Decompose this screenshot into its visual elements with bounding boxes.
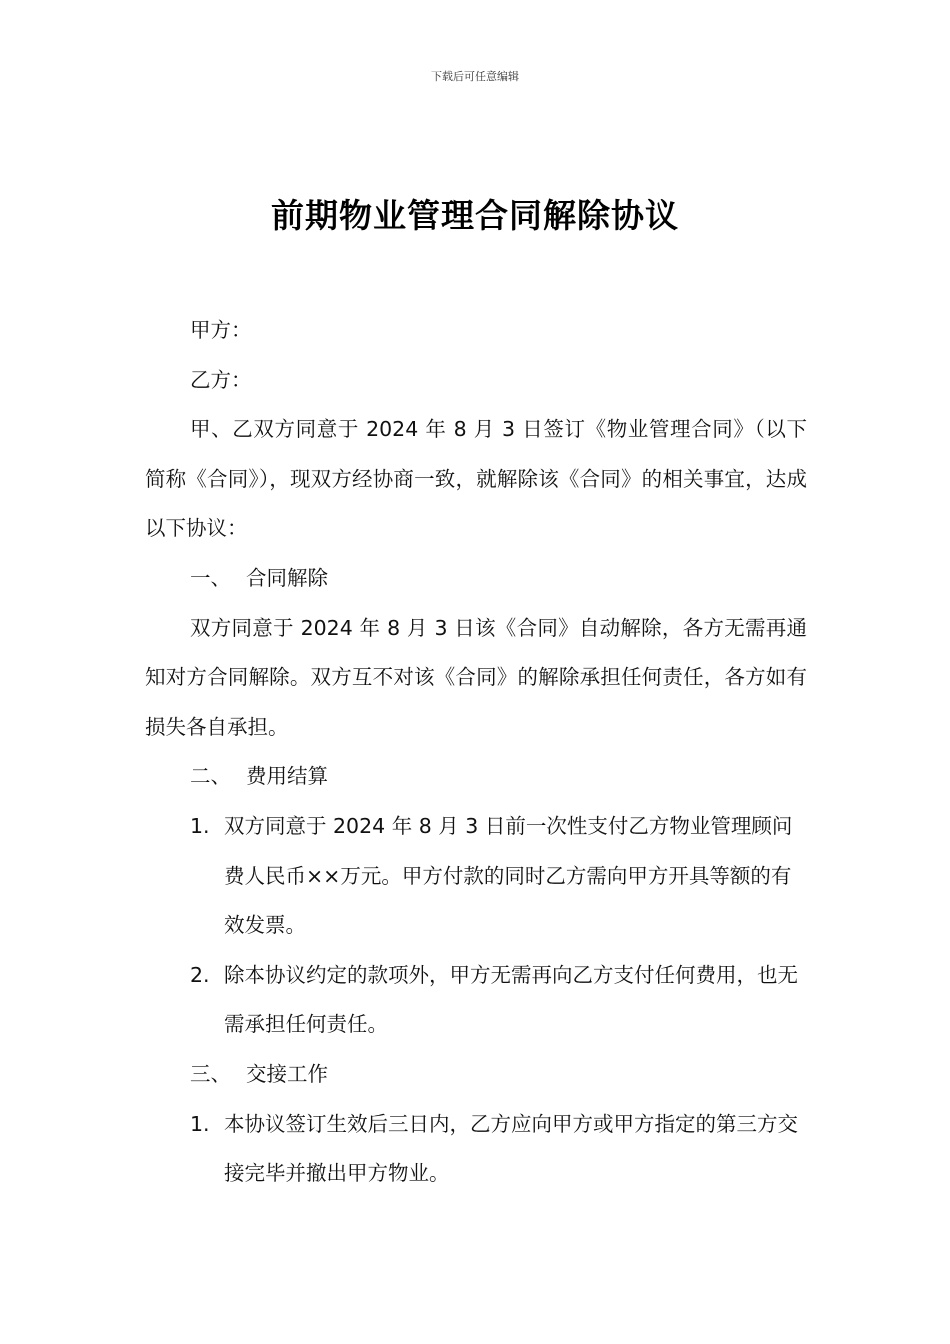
section-heading-handover: [145, 1050, 807, 1100]
section-heading-settlement: [145, 752, 807, 802]
section-title: 交接工作: [246, 1061, 328, 1086]
section-number: 二、: [190, 764, 231, 789]
list-text: 双方同意于 2024 年 8 月 3 日前一次性支付乙方物业管理顾问费人民币××万元。甲方付款的同时乙方需向甲方开具等额的有效发票。: [224, 813, 793, 938]
list-text: 本协议签订生效后三日内，乙方应向甲方或甲方指定的第三方交接完毕并撤出甲方物业。: [224, 1111, 798, 1186]
list-number: 1.: [190, 1111, 210, 1136]
intro-paragraph: 甲、乙双方同意于 2024 年 8 月 3 日签订《物业管理合同》（以下简称《合同》），现双方经协商一致，就解除该《合同》的相关事宜，达成以下协议：: [145, 417, 807, 541]
document-title: 前期物业管理合同解除协议: [271, 196, 679, 235]
termination-paragraph: 双方同意于 2024 年 8 月 3 日该《合同》自动解除，各方无需再通知对方合同解除。双方互不对该《合同》的解除承担任何责任，各方如有损失各自承担。: [145, 615, 807, 739]
list-text: 除本协议约定的款项外，甲方无需再向乙方支付任何费用，也无需承担任何责任。: [224, 962, 798, 1037]
document-body: [145, 306, 807, 1199]
list-item: [145, 1100, 807, 1199]
party-a-line: 甲方：: [190, 318, 252, 342]
header-note: 下载后可任意编辑: [431, 70, 519, 83]
section-number: 一、: [190, 565, 231, 590]
list-number: 2.: [190, 962, 210, 987]
section-title: 合同解除: [246, 565, 328, 590]
list-number: 1.: [190, 813, 210, 838]
list-item: [145, 802, 807, 951]
party-b-line: 乙方：: [190, 367, 252, 392]
list-item: [145, 951, 807, 1050]
section-title: 费用结算: [246, 764, 328, 789]
section-heading-termination: [145, 554, 807, 604]
section-number: 三、: [190, 1061, 231, 1086]
